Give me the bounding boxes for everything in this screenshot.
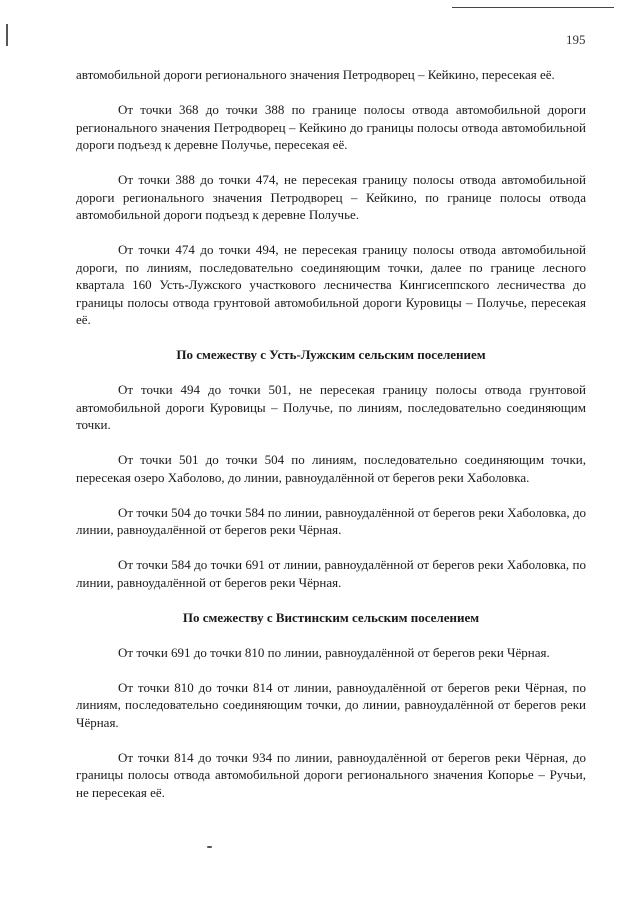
section-heading: По смежеству с Усть-Лужским сельским поселением	[176, 347, 486, 362]
paragraph: От точки 814 до точки 934 по линии, равноудалённой от берегов реки Чёрная, до границы полосы отвода автомобильной дороги регионального значения Копорье – Ручьи, не пересекая её.	[76, 749, 586, 800]
paragraph: От точки 504 до точки 584 по линии, равноудалённой от берегов реки Хаболовка, до линии, равноудалённой от берегов реки Чёрная.	[76, 504, 586, 537]
paragraph: От точки 810 до точки 814 от линии, равноудалённой от берегов реки Чёрная, по линиям, последовательно соединяющим точки, до линии, равноудалённой от берегов реки Чёрная.	[76, 679, 586, 730]
paragraph: От точки 501 до точки 504 по линиям, последовательно соединяющим точки, пересекая озеро Хаболово, до линии, равноудалённой от берегов реки Хаболовка.	[76, 452, 586, 485]
page-number: 195	[566, 32, 586, 47]
paragraph: От точки 368 до точки 388 по границе полосы отвода автомобильной дороги регионального значения Петродворец – Кейкино до границы полосы отвода автомобильной дороги подъезд к деревне Получье, пересекая её.	[76, 102, 586, 152]
header-rule	[452, 7, 614, 8]
paragraph: От точки 584 до точки 691 от линии, равноудалённой от берегов реки Хаболовка, по линии, равноудалённой от берегов реки Чёрная.	[76, 557, 586, 590]
paragraph-continuation: автомобильной дороги регионального значения Петродворец – Кейкино, пересекая её.	[76, 67, 555, 82]
paragraph: От точки 388 до точки 474, не пересекая границу полосы отвода автомобильной дороги регионального значения Петродворец – Кейкино, по границе полосы отвода автомобильной дороги подъезд к деревне Получье.	[76, 172, 586, 222]
paragraph: От точки 494 до точки 501, не пересекая границу полосы отвода грунтовой автомобильной дороги Куровицы – Получье, по линиям, последовательно соединяющим точки.	[76, 382, 586, 432]
paragraph: От точки 474 до точки 494, не пересекая границу полосы отвода автомобильной дороги, по линиям, последовательно соединяющим точки, далее по границе лесного квартала 160 Усть-Лужского участкового лесничества Кингисеппского лесничества до границы полосы отвода грунтовой автомобильной дороги Куровицы – Получье, пересекая её.	[76, 242, 586, 327]
paragraph: От точки 691 до точки 810 по линии, равноудалённой от берегов реки Чёрная.	[118, 644, 550, 660]
section-heading: По смежеству с Вистинским сельским поселением	[182, 609, 480, 625]
scan-speck	[207, 846, 212, 848]
document-body	[76, 66, 586, 801]
binding-mark	[6, 24, 8, 46]
